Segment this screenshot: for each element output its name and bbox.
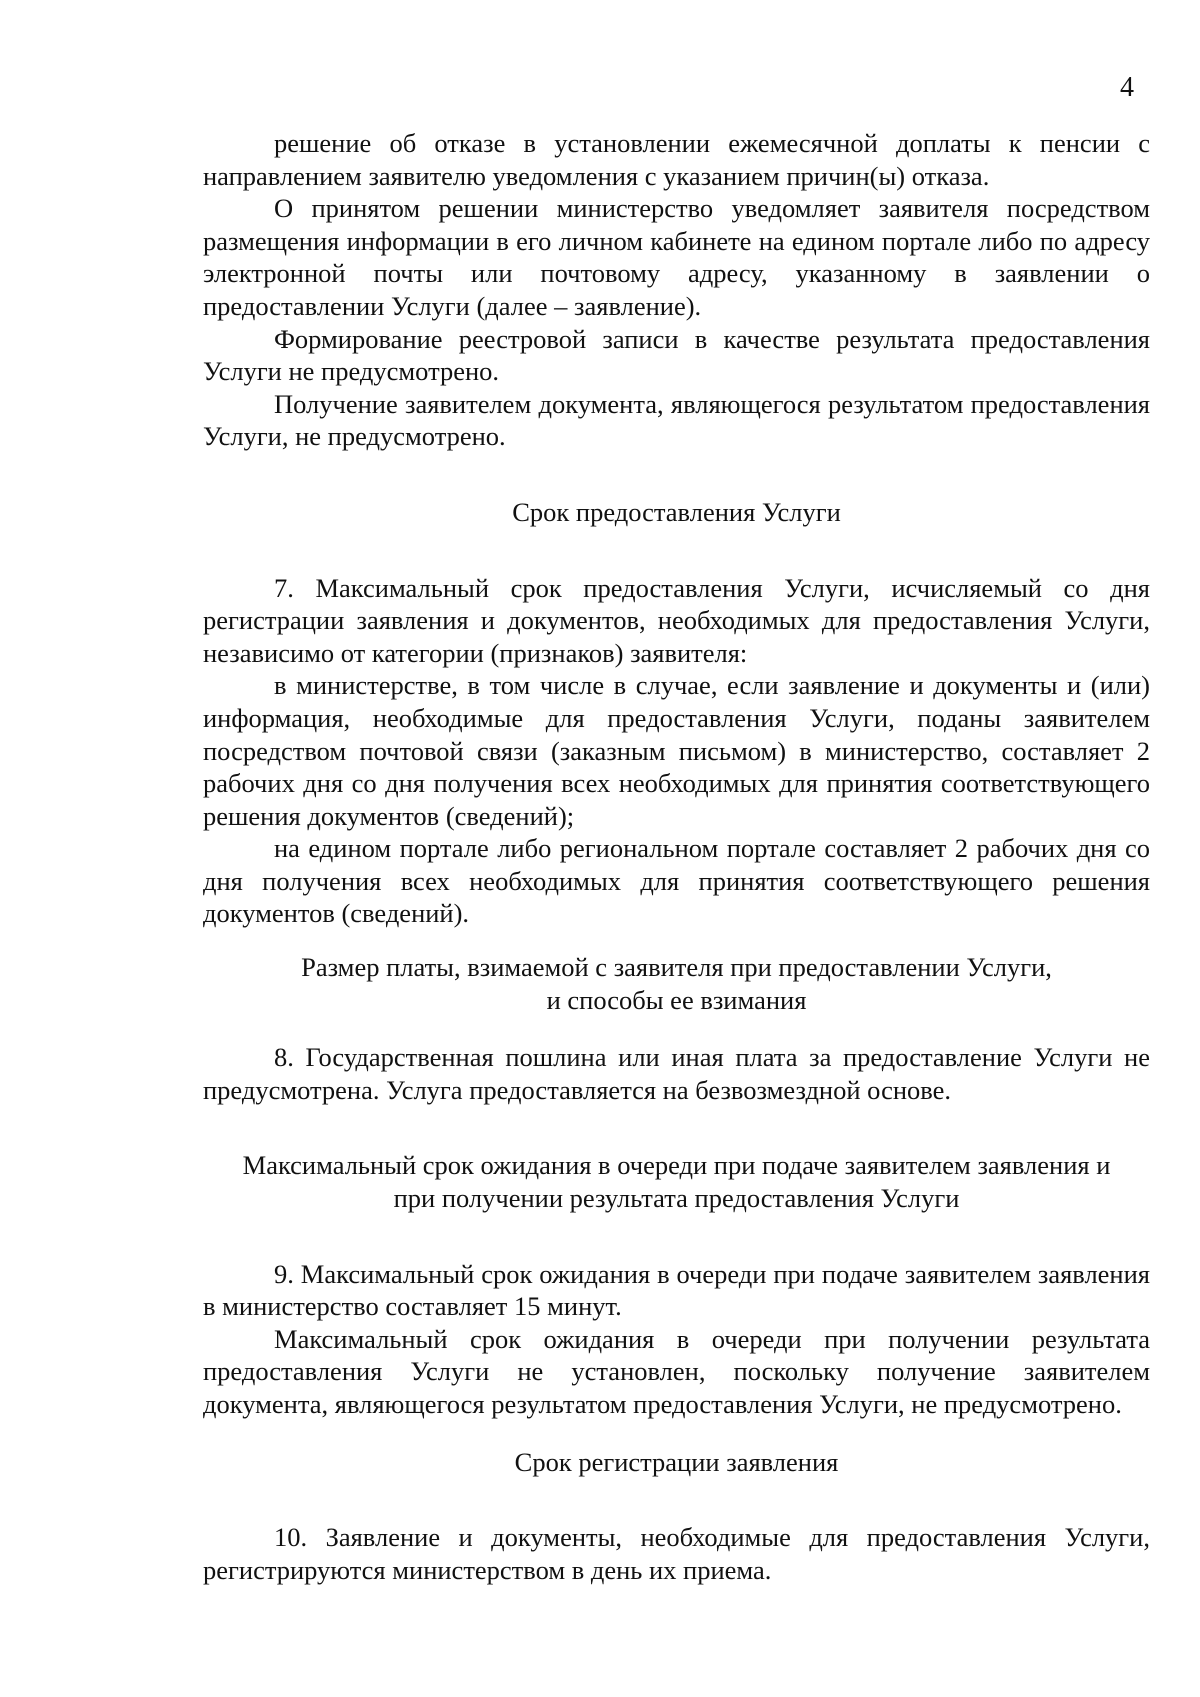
section-heading-queue-time <box>203 1149 1150 1214</box>
section-heading-queue-time-line-2: при получении результата предоставления Услуги <box>393 1183 960 1214</box>
section-heading-fee-line-1: Размер платы, взимаемой с заявителя при предоставлении Услуги, <box>301 952 1052 983</box>
section-heading-queue-time-line-1: Максимальный срок ожидания в очереди при подаче заявителем заявления и <box>242 1150 1111 1181</box>
paragraph-registry-record: Формирование реестровой записи в качестве результата предоставления Услуги не предусмотрено. <box>203 323 1150 387</box>
section-heading-service-term: Срок предоставления Услуги <box>512 496 841 527</box>
paragraph-portal-term: на едином портале либо региональном портале составляет 2 рабочих дня со дня получения всех необходимых для принятия соответствующего решения документов (сведений). <box>203 833 1150 929</box>
paragraph-ministry-term: в министерстве, в том числе в случае, если заявление и документы и (или) информация, необходимые для предоставления Услуги, поданы заявителем посредством почтовой связи (заказным письмом) в министерство, составляет 2 рабочих дня со дня получения всех необходимых для принятия соответствующего решения документов (сведений); <box>203 670 1150 831</box>
paragraph-item-10: 10. Заявление и документы, необходимые для предоставления Услуги, регистрируются министерством в день их приема. <box>203 1522 1150 1585</box>
paragraph-document-receipt: Получение заявителем документа, являющегося результатом предоставления Услуги, не предусмотрено. <box>203 388 1150 452</box>
paragraph-item-7: 7. Максимальный срок предоставления Услуги, исчисляемый со дня регистрации заявления и документов, необходимых для предоставления Услуги, независимо от категории (признаков) заявителя: <box>203 572 1150 668</box>
paragraph-refusal-decision: решение об отказе в установлении ежемесячной доплаты к пенсии с направлением заявителю уведомления с указанием причин(ы) отказа. <box>203 128 1150 191</box>
document-body <box>203 127 1150 1586</box>
paragraph-result-queue: Максимальный срок ожидания в очереди при получении результата предоставления Услуги не установлен, поскольку получение заявителем документа, являющегося результатом предоставления Услуги, не предусмотрено. <box>203 1323 1150 1419</box>
paragraph-item-9: 9. Максимальный срок ожидания в очереди при подаче заявителем заявления в министерство составляет 15 минут. <box>203 1258 1150 1322</box>
paragraph-item-8: 8. Государственная пошлина или иная плата за предоставление Услуги не предусмотрена. Услуга предоставляется на безвозмездной основе. <box>203 1042 1150 1105</box>
section-heading-fee-line-2: и способы ее взимания <box>546 984 807 1015</box>
paragraph-notification: О принятом решении министерство уведомляет заявителя посредством размещения информации в его личном кабинете на едином портале либо по адресу электронной почты или почтовому адресу, указанному в заявлении о предоставлении Услуги (далее – заявление). <box>203 193 1150 321</box>
section-heading-registration-term: Срок регистрации заявления <box>514 1446 839 1477</box>
page-number: 4 <box>1120 72 1134 103</box>
section-heading-fee <box>203 951 1150 1016</box>
